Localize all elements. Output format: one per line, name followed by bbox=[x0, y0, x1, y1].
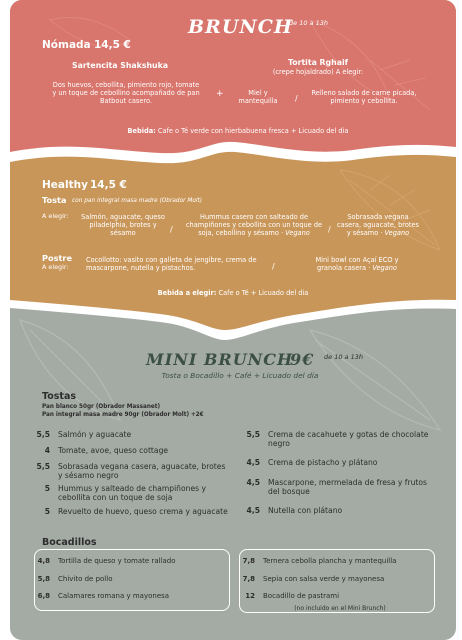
postre-label: Postre bbox=[42, 253, 73, 263]
item-price: 12 bbox=[245, 592, 255, 600]
healthy-price: 14,5 € bbox=[90, 179, 127, 191]
nomada-price: 14,5 € bbox=[94, 39, 131, 51]
bread-option-2-text: Pan integral masa madre 90gr (Obrador Molt) bbox=[42, 412, 190, 418]
rghaif-option-2: Relleno salado de carne picada, pimiento y cebollita. bbox=[311, 89, 417, 106]
shakshuka-title: Sartencita Shakshuka bbox=[71, 61, 169, 70]
item-price: 5,5 bbox=[36, 462, 50, 471]
postre-option-2 bbox=[302, 256, 412, 272]
item-description: Mascarpone, mermelada de fresa y frutos del bosque bbox=[268, 478, 427, 496]
item-description: Tortilla de queso y tomate rallado bbox=[58, 557, 176, 565]
rghaif-subtitle: (crepe hojaldrado) A elegir: bbox=[272, 68, 364, 76]
vegan-tag: · Vegano bbox=[280, 229, 310, 238]
rghaif-title: Tortita Rghaif bbox=[287, 58, 349, 67]
nomada-title: Nómada bbox=[42, 39, 91, 51]
item-description: Crema de cacahuete y gotas de chocolate negro bbox=[268, 430, 429, 448]
brunch-hours: de 10 a 13h bbox=[289, 19, 328, 27]
tosta-option-1: Salmón, aguacate, queso piladelphia, brotes y sésamo bbox=[81, 213, 165, 238]
option-separator: / bbox=[272, 262, 275, 271]
item-description: Sepia con salsa verde y mayonesa bbox=[263, 575, 385, 583]
tosta-option-3-text: Sobrasada vegana casera, aguacate, brotes y sésamo bbox=[337, 213, 419, 238]
item-description: Tomate, avoe, queso cottage bbox=[58, 446, 169, 455]
item-description: Hummus y salteado de champiñones y cebollita con un toque de soja bbox=[58, 484, 206, 502]
option-separator: / bbox=[328, 225, 331, 234]
item-price: 5,8 bbox=[37, 575, 50, 583]
postre-option-1: Cocollotto: vasito con galleta de jengibre, crema de mascarpone, nutella y pistachos. bbox=[86, 256, 257, 273]
item-description: Sobrasada vegana casera, aguacate, brotes y sésamo negro bbox=[58, 462, 226, 480]
healthy-drink bbox=[70, 290, 396, 298]
healthy-drink-text: Cafe o Té + Licuado del dia bbox=[218, 289, 309, 297]
item-price: 5 bbox=[44, 507, 50, 516]
healthy-drink-label: Bebida a elegir: bbox=[157, 289, 217, 297]
mini-brunch-subtitle: Tosta o Bocadillo + Café + Licuado del día bbox=[161, 371, 319, 380]
tosta-option-3 bbox=[336, 213, 420, 238]
item-price: 6,8 bbox=[37, 592, 50, 600]
tosta-elegir-label: A elegir: bbox=[42, 212, 69, 220]
item-price: 7,8 bbox=[242, 557, 255, 565]
item-description: Revuelto de huevo, queso crema y aguacate bbox=[58, 507, 228, 516]
tostas-title: Tostas bbox=[42, 391, 77, 402]
brunch-drink-text: Cafe o Té verde con hierbabuena fresca + Licuado del dia bbox=[157, 127, 349, 135]
item-price: 4,8 bbox=[37, 557, 50, 565]
brunch-drink bbox=[70, 128, 406, 136]
vegan-tag: · Vegano bbox=[368, 264, 397, 273]
bread-option-2 bbox=[42, 412, 204, 419]
item-price: 4,5 bbox=[246, 458, 260, 467]
item-price: 4 bbox=[44, 446, 50, 455]
mini-brunch-price: 9€ bbox=[290, 350, 315, 369]
item-description: Crema de pistacho y plátano bbox=[268, 458, 378, 467]
plus-sign: + bbox=[216, 89, 224, 99]
vegan-tag: · Vegano bbox=[380, 229, 410, 238]
option-separator: / bbox=[170, 225, 173, 234]
bread-option-1: Pan blanco 50gr (Obrador Massanet) bbox=[42, 404, 161, 410]
brunch-title: BRUNCH bbox=[188, 16, 293, 38]
item-description: Nutella con plátano bbox=[268, 506, 343, 515]
item-price: 4,5 bbox=[246, 478, 260, 487]
rghaif-option-1: Miel y mantequilla bbox=[238, 89, 278, 106]
item-price: 4,5 bbox=[246, 506, 260, 515]
healthy-title: Healthy bbox=[42, 179, 88, 191]
mini-brunch-title: MINI BRUNCH bbox=[146, 350, 294, 369]
item-description: Bocadillo de pastrami bbox=[263, 592, 340, 600]
tosta-option-2 bbox=[180, 213, 328, 238]
tosta-option-2-text: Hummus casero con salteado de champiñones y cebollita con un toque de soja, cebollino y sésamo bbox=[185, 213, 323, 238]
item-price: 5,5 bbox=[246, 430, 260, 439]
bread-option-2-extra: +2€ bbox=[190, 412, 204, 418]
shakshuka-description: Dos huevos, cebollita, pimiento rojo, tomate y un toque de cebollino acompañado de pan Batbout casero. bbox=[52, 81, 200, 106]
tosta-note: con pan integral masa madre (Obrador Molt) bbox=[72, 198, 203, 204]
postre-elegir-label: A elegir: bbox=[42, 263, 69, 271]
option-separator: / bbox=[295, 94, 298, 103]
item-price: 5 bbox=[44, 484, 50, 493]
item-description: Chivito de pollo bbox=[58, 575, 113, 583]
item-price: 5,5 bbox=[36, 430, 50, 439]
tosta-label: Tosta bbox=[42, 195, 67, 205]
menu-page bbox=[10, 0, 456, 640]
bocadillos-note: (no incluido en el Mini Brunch) bbox=[270, 605, 410, 612]
postre-option-2-text: Mini bowl con Açaí ECO y granola casera bbox=[315, 256, 399, 273]
mini-brunch-hours: de 10 a 13h bbox=[324, 353, 363, 361]
item-description: Salmón y aguacate bbox=[58, 430, 132, 439]
item-description: Ternera cebolla plancha y mantequilla bbox=[263, 557, 397, 565]
item-price: 7,8 bbox=[242, 575, 255, 583]
bocadillos-title: Bocadillos bbox=[42, 537, 97, 548]
brunch-drink-label: Bebida: bbox=[127, 127, 156, 135]
item-description: Calamares romana y mayonesa bbox=[58, 592, 170, 600]
